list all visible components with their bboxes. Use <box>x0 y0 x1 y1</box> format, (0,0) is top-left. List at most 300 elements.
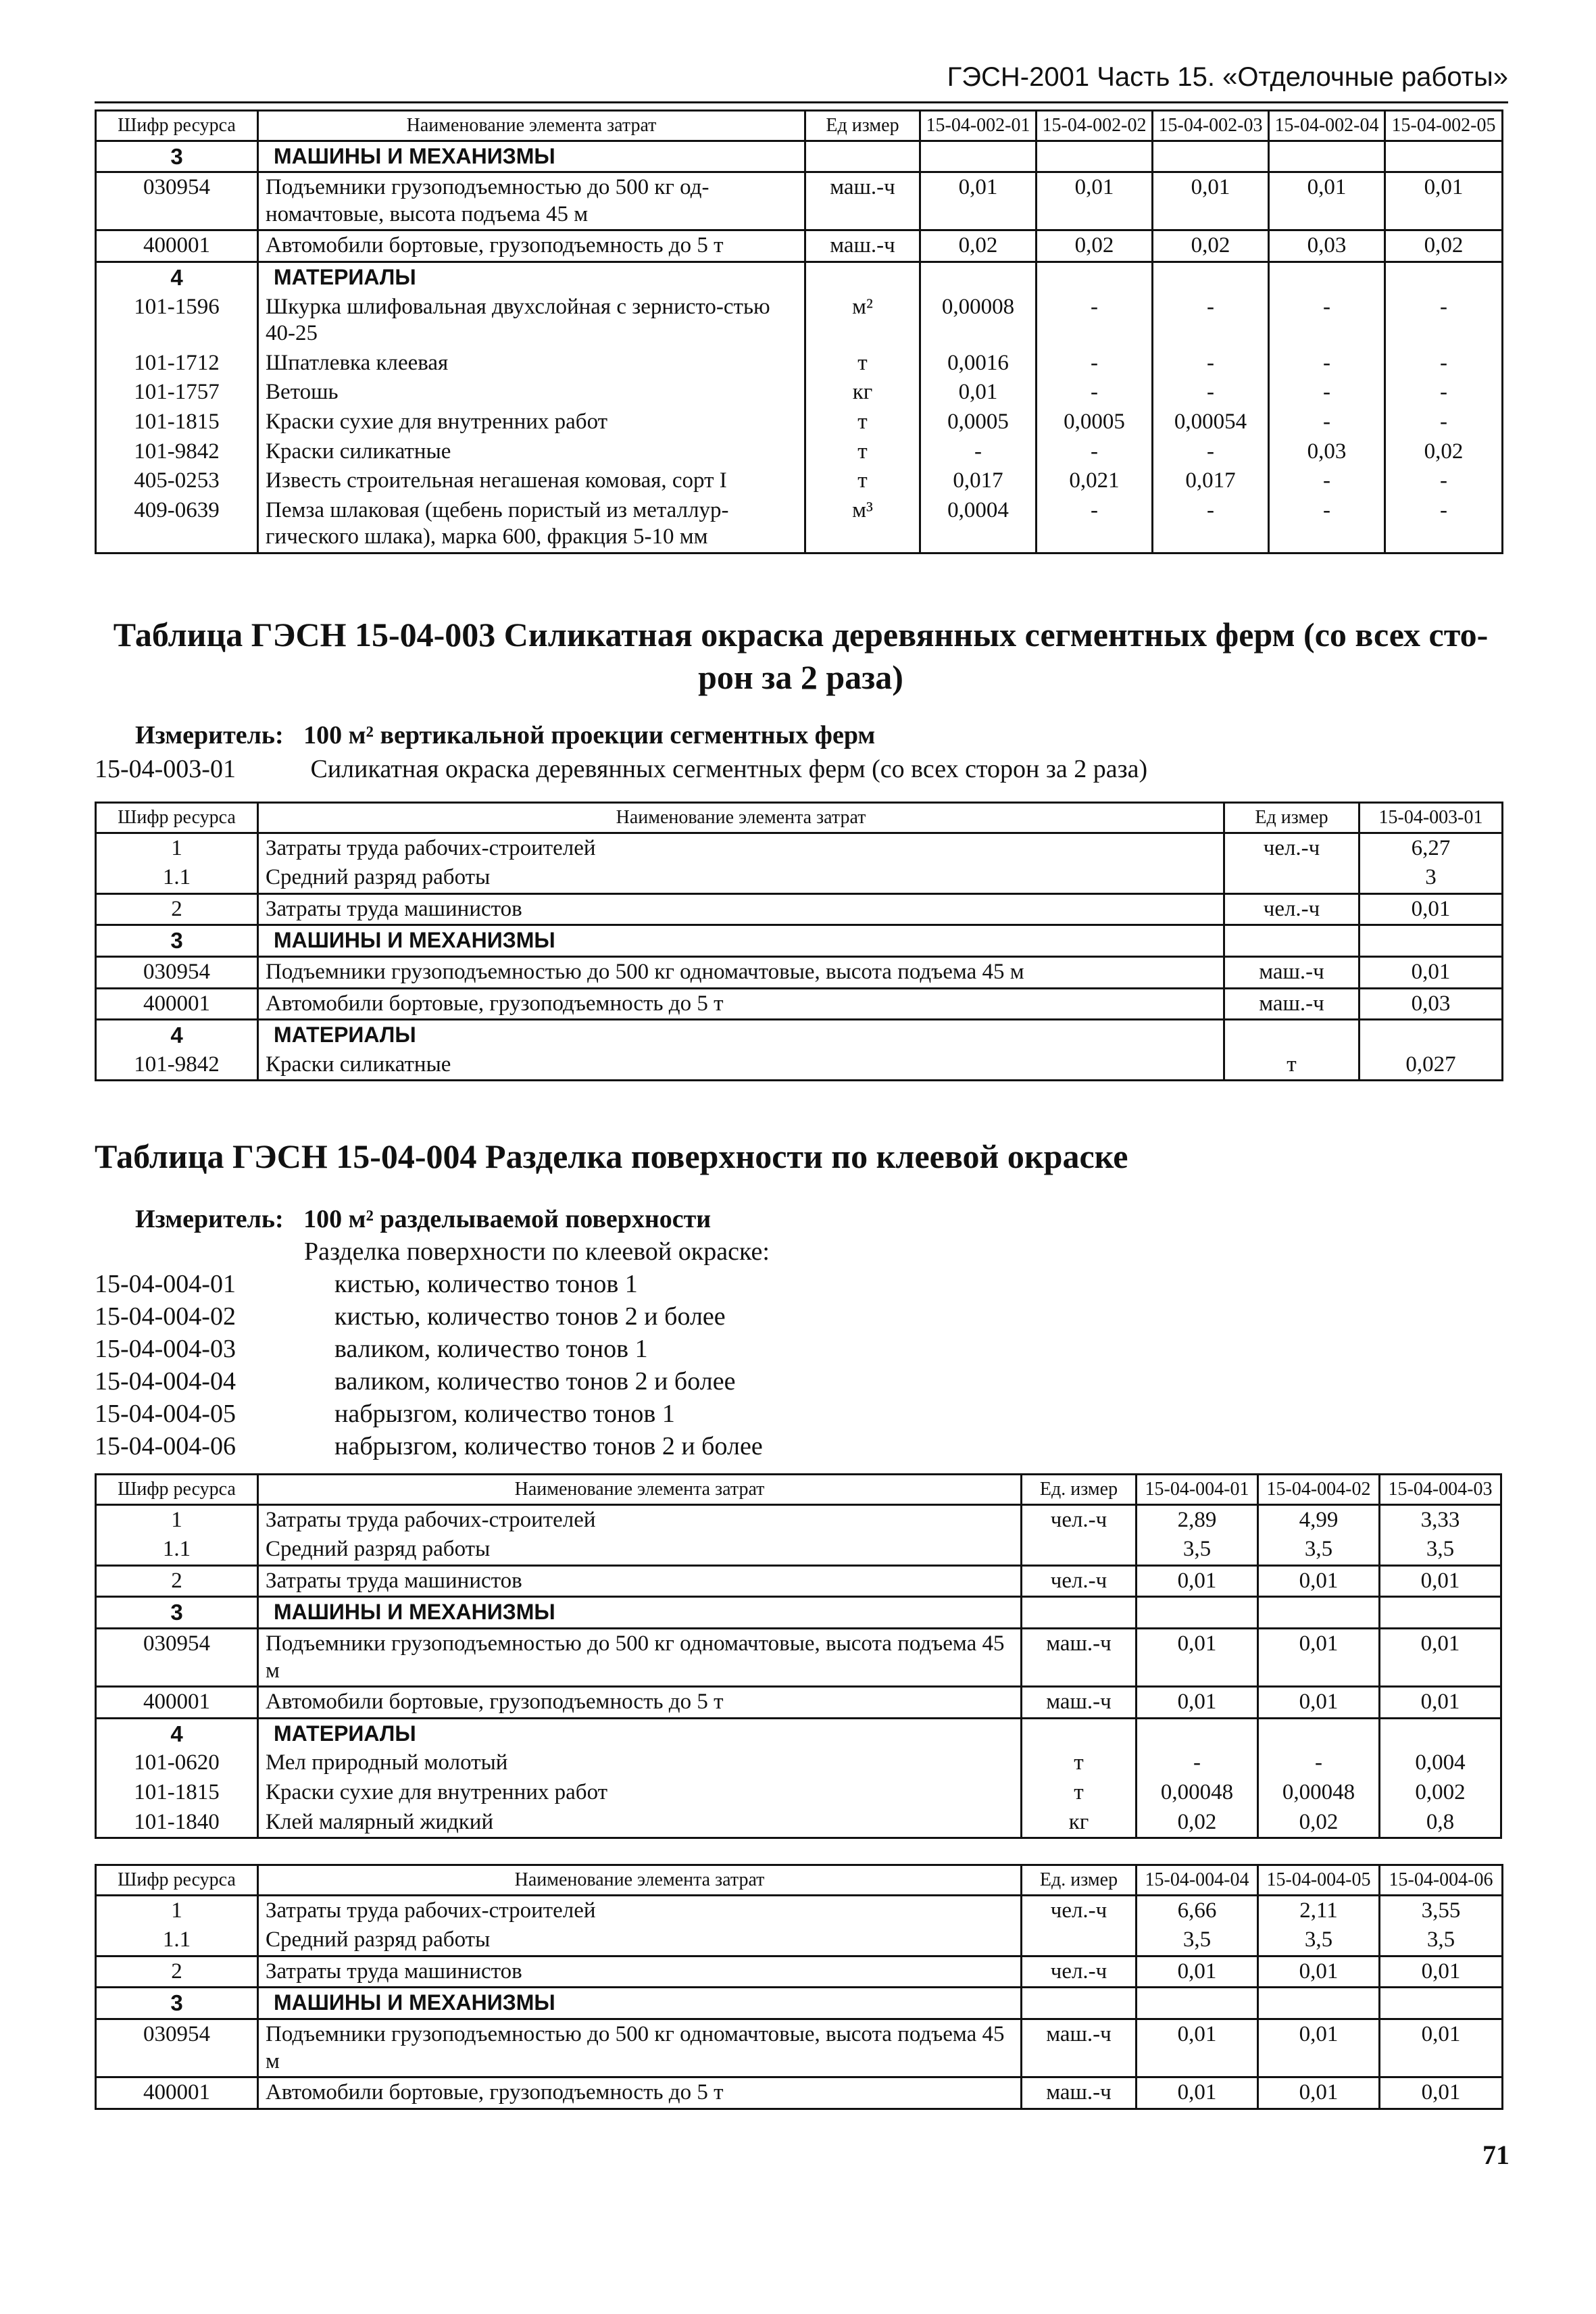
item-text: валиком, количество тонов 2 и более <box>334 1367 736 1396</box>
header-column-code: 15-04-002-05 <box>1385 111 1503 141</box>
item-row <box>95 1334 763 1367</box>
row-code: 400001 <box>96 2077 258 2109</box>
header-name: Наименование элемента затрат <box>258 111 805 141</box>
row-value: - <box>1037 349 1153 378</box>
row-name: Средний разряд работы <box>258 863 1224 893</box>
row-value: - <box>1385 466 1503 496</box>
row-value: 3,5 <box>1258 1535 1380 1565</box>
empty-cell <box>1137 1718 1258 1748</box>
row-value: - <box>1269 466 1385 496</box>
empty-cell <box>1153 262 1269 292</box>
row-name: Затраты труда машинистов <box>258 1565 1022 1597</box>
header-code: Шифр ресурса <box>96 1865 258 1896</box>
row-value: 0,004 <box>1380 1748 1501 1778</box>
header-column-code: 15-04-004-05 <box>1258 1865 1380 1896</box>
row-value: 0,01 <box>1137 1687 1258 1719</box>
row-unit: кг <box>805 378 920 408</box>
row-value: 0,01 <box>1385 172 1503 230</box>
table-row <box>96 863 1503 893</box>
row-value: 0,01 <box>1360 956 1503 988</box>
row-value: 0,00008 <box>920 293 1037 349</box>
row-unit: чел.-ч <box>1022 1956 1137 1988</box>
empty-cell <box>1380 1988 1503 2019</box>
row-code: 400001 <box>96 988 258 1020</box>
row-code: 101-0620 <box>96 1748 258 1778</box>
row-name: Подъемники грузоподъемностью до 500 кг од-номачтовые, высота подъема 45 м <box>258 172 805 230</box>
table-header-row <box>96 1475 1501 1505</box>
empty-cell <box>1360 925 1503 957</box>
row-unit: т <box>805 349 920 378</box>
row-value: 0,8 <box>1380 1808 1501 1838</box>
table-row <box>96 1925 1503 1956</box>
empty-cell <box>1269 262 1385 292</box>
row-value: - <box>1037 378 1153 408</box>
resource-table-15-04-004-a <box>95 1473 1502 1839</box>
empty-cell <box>1037 262 1153 292</box>
row-value: 6,27 <box>1360 833 1503 863</box>
row-name: Ветошь <box>258 378 805 408</box>
meter-15-04-004 <box>135 1204 711 1234</box>
table-row <box>96 1628 1501 1686</box>
row-value: 0,01 <box>920 172 1037 230</box>
row-value: 2,89 <box>1137 1504 1258 1535</box>
row-code: 3 <box>96 1988 258 2019</box>
row-value: 0,01 <box>1137 1565 1258 1597</box>
row-code: 3 <box>96 141 258 172</box>
row-code: 101-1712 <box>96 349 258 378</box>
header-column-code: 15-04-002-02 <box>1037 111 1153 141</box>
row-value: 0,01 <box>1269 172 1385 230</box>
table-header-row <box>96 111 1503 141</box>
row-value: 0,01 <box>1137 2077 1258 2109</box>
row-value: 0,00054 <box>1153 408 1269 437</box>
section-heading: МАШИНЫ И МЕХАНИЗМЫ <box>258 1597 1022 1629</box>
row-code: 1 <box>96 1504 258 1535</box>
table-row <box>96 408 1503 437</box>
table-row <box>96 1778 1501 1808</box>
row-value: - <box>1385 496 1503 553</box>
table-row <box>96 1748 1501 1778</box>
item-code: 15-04-003-01 <box>95 755 236 783</box>
row-value: 0,01 <box>1360 893 1503 925</box>
header-column-code: 15-04-003-01 <box>1360 803 1503 833</box>
row-unit: т <box>1022 1748 1137 1778</box>
row-name: Средний разряд работы <box>258 1925 1022 1956</box>
table-row <box>96 141 1503 172</box>
row-code: 1 <box>96 833 258 863</box>
empty-cell <box>1258 1718 1380 1748</box>
row-value: - <box>1385 349 1503 378</box>
row-name: Известь строительная негашеная комовая, сорт I <box>258 466 805 496</box>
table-row <box>96 1050 1503 1081</box>
empty-cell <box>920 262 1037 292</box>
row-unit <box>1022 1925 1137 1956</box>
row-value: - <box>920 437 1037 467</box>
table-row <box>96 833 1503 863</box>
header-code: Шифр ресурса <box>96 1475 258 1505</box>
row-unit: маш.-ч <box>1224 988 1360 1020</box>
empty-cell <box>1385 141 1503 172</box>
header-column-code: 15-04-002-03 <box>1153 111 1269 141</box>
item-text: набрызгом, количество тонов 2 и более <box>334 1432 763 1460</box>
row-unit: маш.-ч <box>1022 2077 1137 2109</box>
section-heading: МАТЕРИАЛЫ <box>258 262 805 292</box>
item-code: 15-04-004-02 <box>95 1302 236 1331</box>
row-unit: т <box>805 466 920 496</box>
row-value: 0,01 <box>1380 2019 1503 2077</box>
table-row <box>96 230 1503 262</box>
row-value: - <box>1153 349 1269 378</box>
row-unit <box>1224 863 1360 893</box>
row-value: 3,5 <box>1137 1535 1258 1565</box>
row-name: Автомобили бортовые, грузоподъемность до 5 т <box>258 230 805 262</box>
section-heading: МАШИНЫ И МЕХАНИЗМЫ <box>258 925 1224 957</box>
row-name: Затраты труда рабочих-строителей <box>258 833 1224 863</box>
table-row <box>96 1956 1503 1988</box>
row-name: Шпатлевка клеевая <box>258 349 805 378</box>
row-unit: маш.-ч <box>1022 2019 1137 2077</box>
table-row <box>96 293 1503 349</box>
row-value: 0,01 <box>1380 2077 1503 2109</box>
row-value: 6,66 <box>1137 1895 1258 1925</box>
row-value: - <box>1153 378 1269 408</box>
row-code: 400001 <box>96 230 258 262</box>
row-value: 3,5 <box>1258 1925 1380 1956</box>
row-value: 0,03 <box>1269 230 1385 262</box>
table-row <box>96 349 1503 378</box>
row-value: 0,027 <box>1360 1050 1503 1081</box>
table-row <box>96 1718 1501 1748</box>
row-unit: чел.-ч <box>1022 1895 1137 1925</box>
row-value: 0,01 <box>1153 172 1269 230</box>
table-row <box>96 1020 1503 1050</box>
item-text: Силикатная окраска деревянных сегментных ферм (со всех сторон за 2 раза) <box>310 755 1148 783</box>
row-value: 0,01 <box>1258 2019 1380 2077</box>
table-header-row <box>96 803 1503 833</box>
section-heading: МАШИНЫ И МЕХАНИЗМЫ <box>258 1988 1022 2019</box>
row-name: Краски силикатные <box>258 437 805 467</box>
row-value: 0,002 <box>1380 1778 1501 1808</box>
table-row <box>96 893 1503 925</box>
row-value: - <box>1269 408 1385 437</box>
empty-cell <box>1380 1718 1501 1748</box>
row-unit: м³ <box>805 496 920 553</box>
header-code: Шифр ресурса <box>96 803 258 833</box>
row-code: 030954 <box>96 172 258 230</box>
row-code: 030954 <box>96 956 258 988</box>
meter-label: Измеритель: <box>135 721 284 749</box>
row-value: 0,01 <box>1137 1956 1258 1988</box>
table-row <box>96 262 1503 292</box>
row-unit: маш.-ч <box>805 172 920 230</box>
item-row <box>95 1431 763 1464</box>
header-name: Наименование элемента затрат <box>258 1475 1022 1505</box>
table-row <box>96 1988 1503 2019</box>
row-name: Затраты труда машинистов <box>258 1956 1022 1988</box>
row-value: - <box>1153 293 1269 349</box>
empty-cell <box>1022 1597 1137 1629</box>
item-row <box>95 1302 763 1334</box>
row-code: 4 <box>96 1020 258 1050</box>
table-row <box>96 1687 1501 1719</box>
meter-label: Измеритель: <box>135 1205 284 1233</box>
empty-cell <box>1224 1020 1360 1050</box>
row-code: 1.1 <box>96 863 258 893</box>
row-value: 0,01 <box>1258 1565 1380 1597</box>
row-value: 4,99 <box>1258 1504 1380 1535</box>
row-unit: кг <box>1022 1808 1137 1838</box>
empty-cell <box>1258 1988 1380 2019</box>
row-name: Краски сухие для внутренних работ <box>258 1778 1022 1808</box>
row-value: 0,017 <box>1153 466 1269 496</box>
page-number: 71 <box>1482 2140 1510 2170</box>
row-unit: т <box>805 437 920 467</box>
table-row <box>96 1597 1501 1629</box>
empty-cell <box>1022 1718 1137 1748</box>
row-code: 101-9842 <box>96 437 258 467</box>
row-code: 101-1815 <box>96 408 258 437</box>
table-row <box>96 466 1503 496</box>
row-value: 0,03 <box>1360 988 1503 1020</box>
row-value: - <box>1385 408 1503 437</box>
table-row <box>96 925 1503 957</box>
empty-cell <box>1153 141 1269 172</box>
row-code: 1 <box>96 1895 258 1925</box>
row-name: Затраты труда рабочих-строителей <box>258 1504 1022 1535</box>
header-column-code: 15-04-004-01 <box>1137 1475 1258 1505</box>
row-name: Краски силикатные <box>258 1050 1224 1081</box>
resource-table-15-04-004-b <box>95 1864 1503 2110</box>
row-value: 0,02 <box>1137 1808 1258 1838</box>
row-code: 1.1 <box>96 1535 258 1565</box>
table-row <box>96 956 1503 988</box>
row-value: 0,021 <box>1037 466 1153 496</box>
section-heading: МАТЕРИАЛЫ <box>258 1718 1022 1748</box>
row-code: 101-1815 <box>96 1778 258 1808</box>
empty-cell <box>1360 1020 1503 1050</box>
header-unit: Ед измер <box>1224 803 1360 833</box>
row-unit: маш.-ч <box>1224 956 1360 988</box>
row-code: 2 <box>96 1565 258 1597</box>
row-value: - <box>1269 293 1385 349</box>
row-value: - <box>1385 378 1503 408</box>
row-value: 0,02 <box>920 230 1037 262</box>
row-value: 0,01 <box>1380 1687 1501 1719</box>
row-value: 0,01 <box>1380 1956 1503 1988</box>
row-name: Подъемники грузоподъемностью до 500 кг одномачтовые, высота подъема 45 м <box>258 956 1224 988</box>
item-text: кистью, количество тонов 1 <box>334 1270 638 1298</box>
table-row <box>96 2019 1503 2077</box>
row-value: - <box>1269 378 1385 408</box>
row-unit <box>1022 1535 1137 1565</box>
empty-cell <box>1224 925 1360 957</box>
row-value: 0,01 <box>1137 1628 1258 1686</box>
table-row <box>96 1808 1501 1838</box>
table-row <box>96 1535 1501 1565</box>
table-row <box>96 496 1503 553</box>
empty-cell <box>1137 1597 1258 1629</box>
row-value: 0,02 <box>1385 230 1503 262</box>
table-title-line: рон за 2 раза) <box>698 658 903 696</box>
row-value: - <box>1037 437 1153 467</box>
row-value: 0,01 <box>1137 2019 1258 2077</box>
item-row <box>95 1269 763 1302</box>
row-value: 3,5 <box>1137 1925 1258 1956</box>
header-code: Шифр ресурса <box>96 111 258 141</box>
row-unit: маш.-ч <box>805 230 920 262</box>
header-unit: Ед. измер <box>1022 1475 1137 1505</box>
item-row <box>95 1399 763 1431</box>
row-name: Подъемники грузоподъемностью до 500 кг одномачтовые, высота подъема 45 м <box>258 1628 1022 1686</box>
resource-table-15-04-002 <box>95 109 1503 554</box>
row-name: Клей малярный жидкий <box>258 1808 1022 1838</box>
row-code: 101-1757 <box>96 378 258 408</box>
table-row <box>96 988 1503 1020</box>
empty-cell <box>1385 262 1503 292</box>
row-name: Пемза шлаковая (щебень пористый из металлур-гического шлака), марка 600, фракция 5-10 мм <box>258 496 805 553</box>
row-unit: чел.-ч <box>1022 1565 1137 1597</box>
row-value: 0,01 <box>1258 1956 1380 1988</box>
row-value: 0,017 <box>920 466 1037 496</box>
row-value: 3 <box>1360 863 1503 893</box>
section-heading: МАШИНЫ И МЕХАНИЗМЫ <box>258 141 805 172</box>
table-header-row <box>96 1865 1503 1896</box>
row-code: 4 <box>96 262 258 292</box>
row-code: 409-0639 <box>96 496 258 553</box>
row-value: - <box>1269 349 1385 378</box>
row-name: Шкурка шлифовальная двухслойная с зернисто-стью 40-25 <box>258 293 805 349</box>
table-row <box>96 1565 1501 1597</box>
empty-cell <box>1258 1597 1380 1629</box>
row-name: Автомобили бортовые, грузоподъемность до 5 т <box>258 2077 1022 2109</box>
header-column-code: 15-04-004-02 <box>1258 1475 1380 1505</box>
header-rule <box>95 101 1508 103</box>
item-text: набрызгом, количество тонов 1 <box>334 1400 675 1428</box>
row-code: 3 <box>96 925 258 957</box>
row-code: 030954 <box>96 1628 258 1686</box>
meter-15-04-003 <box>135 720 875 750</box>
row-unit: м² <box>805 293 920 349</box>
empty-cell <box>920 141 1037 172</box>
row-value: 0,01 <box>1258 1628 1380 1686</box>
table-row <box>96 172 1503 230</box>
running-head: ГЭСН-2001 Часть 15. «Отделочные работы» <box>947 62 1508 92</box>
row-unit: чел.-ч <box>1224 893 1360 925</box>
row-value: - <box>1137 1748 1258 1778</box>
row-code: 2 <box>96 893 258 925</box>
item-code: 15-04-004-06 <box>95 1432 236 1460</box>
header-unit: Ед. измер <box>1022 1865 1137 1896</box>
header-column-code: 15-04-004-06 <box>1380 1865 1503 1896</box>
table-row <box>96 2077 1503 2109</box>
empty-cell <box>805 262 920 292</box>
row-value: - <box>1385 293 1503 349</box>
row-unit: т <box>805 408 920 437</box>
row-value: 0,0005 <box>920 408 1037 437</box>
table-row <box>96 1895 1503 1925</box>
header-column-code: 15-04-004-03 <box>1380 1475 1501 1505</box>
row-code: 2 <box>96 1956 258 1988</box>
resource-table-15-04-003 <box>95 802 1503 1081</box>
row-value: 3,55 <box>1380 1895 1503 1925</box>
row-value: 0,01 <box>1258 2077 1380 2109</box>
row-value: 0,0016 <box>920 349 1037 378</box>
row-name: Затраты труда машинистов <box>258 893 1224 925</box>
table-row <box>96 378 1503 408</box>
header-name: Наименование элемента затрат <box>258 803 1224 833</box>
table-title-line: Таблица ГЭСН 15-04-003 Силикатная окраска деревянных сегментных ферм (со всех сто- <box>113 616 1489 654</box>
empty-cell <box>1380 1597 1501 1629</box>
row-value: - <box>1258 1748 1380 1778</box>
row-value: - <box>1269 496 1385 553</box>
row-value: 0,01 <box>1380 1628 1501 1686</box>
row-value: 0,00048 <box>1137 1778 1258 1808</box>
row-value: 0,01 <box>1258 1687 1380 1719</box>
item-text: валиком, количество тонов 1 <box>334 1335 648 1363</box>
row-value: - <box>1037 496 1153 553</box>
empty-cell <box>1137 1988 1258 2019</box>
row-code: 400001 <box>96 1687 258 1719</box>
item-code: 15-04-004-01 <box>95 1270 236 1298</box>
row-code: 101-1596 <box>96 293 258 349</box>
header-column-code: 15-04-002-01 <box>920 111 1037 141</box>
row-name: Краски сухие для внутренних работ <box>258 408 805 437</box>
row-name: Автомобили бортовые, грузоподъемность до 5 т <box>258 1687 1022 1719</box>
row-code: 1.1 <box>96 1925 258 1956</box>
row-value: 0,01 <box>1037 172 1153 230</box>
row-unit: маш.-ч <box>1022 1687 1137 1719</box>
item-row <box>95 1367 763 1399</box>
empty-cell <box>1022 1988 1137 2019</box>
row-unit: чел.-ч <box>1022 1504 1137 1535</box>
row-name: Автомобили бортовые, грузоподъемность до 5 т <box>258 988 1224 1020</box>
row-code: 101-1840 <box>96 1808 258 1838</box>
row-value: 0,01 <box>920 378 1037 408</box>
table-title-15-04-003 <box>95 614 1507 698</box>
row-value: - <box>1153 496 1269 553</box>
item-code: 15-04-004-04 <box>95 1367 236 1396</box>
header-name: Наименование элемента затрат <box>258 1865 1022 1896</box>
item-code: 15-04-004-03 <box>95 1335 236 1363</box>
row-code: 030954 <box>96 2019 258 2077</box>
empty-cell <box>1037 141 1153 172</box>
row-value: 0,02 <box>1153 230 1269 262</box>
meter-value: 100 м² разделываемой поверхности <box>303 1205 712 1233</box>
row-value: 0,0005 <box>1037 408 1153 437</box>
row-value: - <box>1153 437 1269 467</box>
row-value: 0,02 <box>1258 1808 1380 1838</box>
item-code: 15-04-004-05 <box>95 1400 236 1428</box>
row-value: 2,11 <box>1258 1895 1380 1925</box>
section-heading: МАТЕРИАЛЫ <box>258 1020 1224 1050</box>
row-value: 3,5 <box>1380 1925 1503 1956</box>
header-column-code: 15-04-002-04 <box>1269 111 1385 141</box>
row-name: Мел природный молотый <box>258 1748 1022 1778</box>
item-text: кистью, количество тонов 2 и более <box>334 1302 726 1331</box>
row-value: 3,33 <box>1380 1504 1501 1535</box>
row-value: - <box>1037 293 1153 349</box>
empty-cell <box>805 141 920 172</box>
row-value: 0,02 <box>1037 230 1153 262</box>
header-column-code: 15-04-004-04 <box>1137 1865 1258 1896</box>
row-name: Средний разряд работы <box>258 1535 1022 1565</box>
row-value: 0,03 <box>1269 437 1385 467</box>
row-value: 0,01 <box>1380 1565 1501 1597</box>
empty-cell <box>1269 141 1385 172</box>
meter-value: 100 м² вертикальной проекции сегментных ферм <box>303 721 876 749</box>
row-value: 3,5 <box>1380 1535 1501 1565</box>
intro-text: Разделка поверхности по клеевой окраске: <box>304 1237 770 1266</box>
